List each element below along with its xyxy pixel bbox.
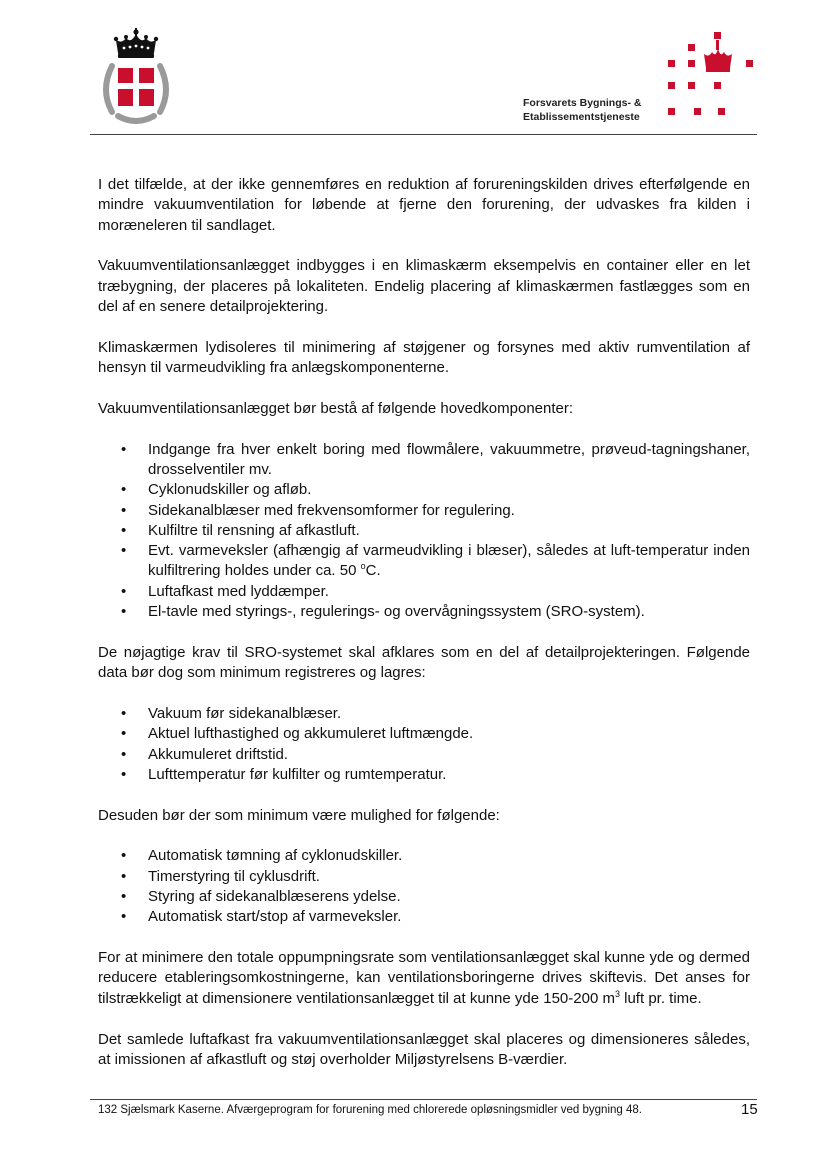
document-body	[98, 175, 750, 1091]
list-item: • Styring af sidekanalblæserens ydelse.	[148, 887, 750, 907]
paragraph-8: Det samlede luftafkast fra vakuumventilationsanlægget skal placeres og dimensioneres således, at imissionen af afkastluft og støj overholder Miljøstyrelsens B-værdier.	[98, 1030, 750, 1068]
crown-shield-logo-icon	[98, 28, 174, 124]
paragraph-7-text-end: luft pr. time.	[619, 989, 702, 1007]
list-item: • Indgange fra hver enkelt boring med flowmålere, vakuummetre, prøveud-tagningshaner, drosselventiler mv.	[148, 440, 750, 481]
paragraph-3: Klimaskærmen lydisoleres til minimering af støjgener og forsynes med aktiv rumventilation af hensyn til varmeudvikling fra anlægskomponenterne.	[98, 338, 750, 377]
organization-name	[523, 96, 663, 124]
list-item: • Akkumuleret driftstid.	[148, 745, 750, 765]
footer-divider	[90, 1099, 757, 1100]
list-item: • Kulfiltre til rensning af afkastluft.	[148, 521, 750, 541]
list-item	[148, 541, 750, 582]
list-item-text-end: C.	[365, 562, 381, 580]
degree-superscript: o	[360, 561, 366, 572]
paragraph-6: Desuden bør der som minimum være mulighed for følgende:	[98, 806, 500, 824]
list-item: • Timerstyring til cyklusdrift.	[148, 867, 750, 887]
paragraph-1: I det tilfælde, at der ikke gennemføres en reduktion af forureningskilden drives efterfølgende en mindre vakuumventilation for løbende at fjerne den forurening, der udvaskes fra kilden i moræneleren til sandlaget.	[98, 176, 750, 234]
main-components-list	[98, 440, 750, 623]
organization-name-line-2: Etablissementstjeneste	[523, 111, 640, 123]
list-item: • Sidekanalblæser med frekvensomformer for regulering.	[148, 501, 750, 521]
paragraph-4: Vakuumventilationsanlægget bør bestå af følgende hovedkomponenter:	[98, 399, 574, 417]
list-item: • El-tavle med styrings-, regulerings- og overvågningssystem (SRO-system).	[148, 602, 750, 622]
list-item: • Aktuel lufthastighed og akkumuleret luftmængde.	[148, 724, 750, 744]
list-item-text: Evt. varmeveksler (afhængig af varmeudvikling i blæser), således at luft-temperatur inden kulfiltrering holdes under ca. 50	[148, 542, 750, 580]
list-item: • Luftafkast med lyddæmper.	[148, 582, 750, 602]
list-item: • Automatisk tømning af cyklonudskiller.	[148, 846, 750, 866]
footer-text: 132 Sjælsmark Kaserne. Afværgeprogram for forurening med chlorerede opløsningsmidler ved bygning 48.	[98, 1104, 642, 1116]
paragraph-7	[98, 948, 750, 1009]
paragraph-7-text: For at minimere den totale oppumpningsrate som ventilationsanlægget skal kunne yde og dermed reducere etableringsomkostningerne, kan ventilationsboringerne drives skiftevis. Det anses for tilstrækkeligt at dimensionere ventilationsanlægget til at kunne yde 150-200 m	[98, 949, 750, 1007]
list-item: • Automatisk start/stop af varmeveksler.	[148, 907, 750, 927]
header-divider	[90, 134, 757, 135]
organization-name-line-1: Forsvarets Bygnings- &	[523, 97, 642, 109]
list-item: • Lufttemperatur før kulfilter og rumtemperatur.	[148, 765, 750, 785]
paragraph-5: De nøjagtige krav til SRO-systemet skal afklares som en del af detailprojekteringen. Følgende data bør dog som minimum registreres og lagres:	[98, 643, 750, 682]
options-list	[98, 846, 750, 927]
cubic-superscript: 3	[614, 988, 620, 999]
crown-dot-grid-logo-icon	[664, 32, 756, 122]
sro-data-list	[98, 704, 750, 785]
list-item: • Cyklonudskiller og afløb.	[148, 480, 750, 500]
page-number: 15	[741, 1101, 758, 1118]
list-item: • Vakuum før sidekanalblæser.	[148, 704, 750, 724]
paragraph-2: Vakuumventilationsanlægget indbygges i en klimaskærm eksempelvis en container eller en let træbygning, der placeres på lokaliteten. Endelig placering af klimaskærmen fastlægges som en del af en senere detailprojektering.	[98, 257, 750, 315]
